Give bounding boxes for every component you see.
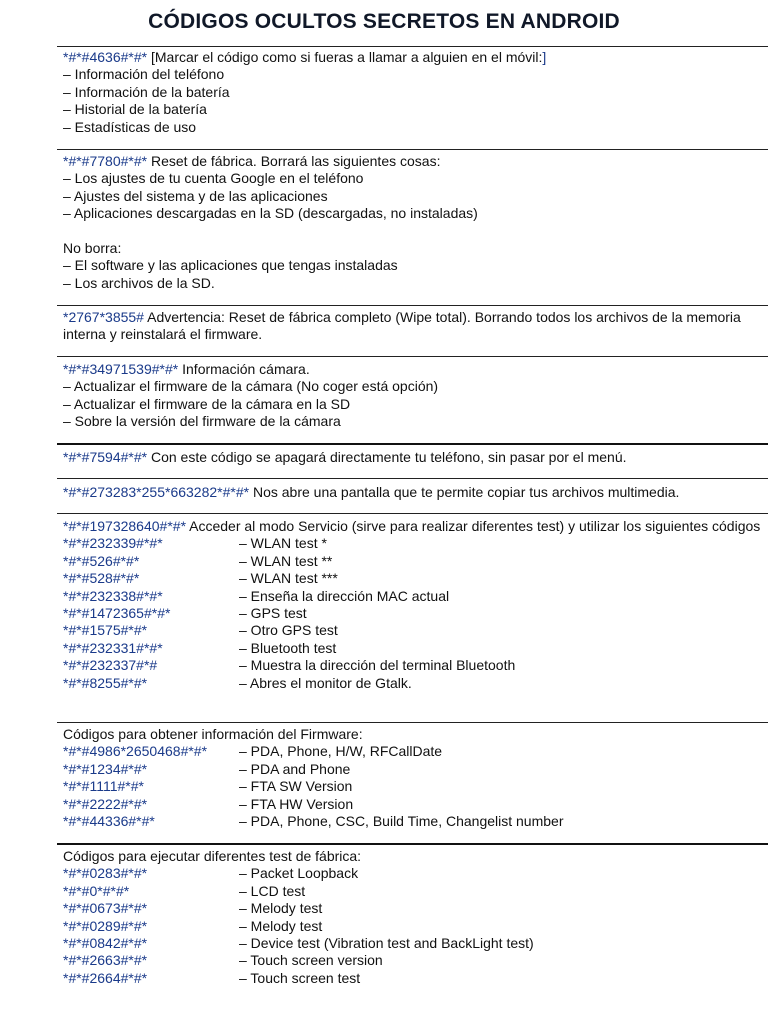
code-row bbox=[63, 535, 768, 552]
code: *#*#273283*255*663282*#*#* bbox=[63, 484, 250, 500]
code-description: – FTA HW Version bbox=[239, 795, 354, 812]
code: *#*#4636#*#* bbox=[63, 49, 148, 65]
code: *#*#1111#*#* bbox=[63, 778, 144, 795]
section-heading: Códigos para ejecutar diferentes test de fábrica: bbox=[63, 848, 362, 864]
divider bbox=[57, 356, 768, 357]
list-item: – Historial de la batería bbox=[63, 101, 207, 118]
subheading: No borra: bbox=[63, 240, 122, 257]
code-row bbox=[63, 813, 768, 830]
code: *#*#0289#*#* bbox=[63, 917, 148, 934]
section-camera bbox=[63, 361, 768, 431]
code-description: – LCD test bbox=[239, 882, 306, 899]
code-row bbox=[63, 952, 768, 969]
list-item: – Sobre la versión del firmware de la cámara bbox=[63, 413, 341, 430]
page-title: CÓDIGOS OCULTOS SECRETOS EN ANDROID bbox=[148, 10, 620, 33]
code: *#*#2664#*#* bbox=[63, 969, 148, 986]
code-row bbox=[63, 553, 768, 570]
code-row bbox=[63, 970, 768, 987]
code-description: – Enseña la dirección MAC actual bbox=[239, 587, 450, 604]
code: *#*#8255#*#* bbox=[63, 674, 148, 691]
code-description: – Packet Loopback bbox=[239, 865, 359, 882]
code: *#*#0283#*#* bbox=[63, 865, 148, 882]
code-row bbox=[63, 900, 768, 917]
section-media-copy bbox=[63, 484, 768, 501]
code-description: – GPS test bbox=[239, 605, 307, 622]
code: *#*#528#*#* bbox=[63, 570, 140, 587]
code-description: – Touch screen test bbox=[239, 969, 361, 986]
code-description: – PDA, Phone, H/W, RFCallDate bbox=[239, 743, 443, 760]
code: *#*#7780#*#* bbox=[63, 153, 148, 169]
section-factory-tests bbox=[63, 848, 768, 987]
section-heading: Códigos para obtener información del Firmware: bbox=[63, 726, 363, 742]
code-description: – WLAN test *** bbox=[239, 570, 338, 587]
code-row bbox=[63, 657, 768, 674]
section-factory-reset bbox=[63, 153, 768, 292]
code-row bbox=[63, 588, 768, 605]
bracket: ] bbox=[542, 49, 547, 65]
section-service-mode bbox=[63, 518, 768, 692]
description: Reset de fábrica. Borrará las siguientes cosas: bbox=[147, 153, 441, 169]
code-description: – PDA and Phone bbox=[239, 760, 351, 777]
code: *#*#232339#*#* bbox=[63, 535, 163, 552]
section-firmware bbox=[63, 726, 768, 830]
list-item: – Actualizar el firmware de la cámara (No coger está opción) bbox=[63, 378, 439, 395]
code-description: – Melody test bbox=[239, 917, 323, 934]
list-item: – Información de la batería bbox=[63, 83, 230, 100]
code-description: – Melody test bbox=[239, 900, 323, 917]
code: *#*#526#*#* bbox=[63, 552, 140, 569]
code: *#*#0842#*#* bbox=[63, 935, 148, 952]
code: *#*#0673#*#* bbox=[63, 900, 148, 917]
code: *#*#232331#*#* bbox=[63, 639, 163, 656]
code: *#*#232337#*# bbox=[63, 657, 158, 674]
code-row bbox=[63, 743, 768, 760]
list-item: – Aplicaciones descargadas en la SD (descargadas, no instaladas) bbox=[63, 205, 478, 222]
code-description: – WLAN test * bbox=[239, 535, 327, 552]
list-item: – Estadísticas de uso bbox=[63, 118, 197, 135]
code: *#*#1575#*#* bbox=[63, 622, 148, 639]
code-row bbox=[63, 622, 768, 639]
code-row bbox=[63, 640, 768, 657]
code-description: – Otro GPS test bbox=[239, 622, 338, 639]
code-row bbox=[63, 883, 768, 900]
section-diagnostics bbox=[63, 49, 768, 136]
code: *#*#197328640#*#* bbox=[63, 518, 187, 534]
list-item: – El software y las aplicaciones que tengas instaladas bbox=[63, 257, 398, 274]
list-item: – Información del teléfono bbox=[63, 66, 225, 83]
code: *2767*3855# bbox=[63, 309, 144, 325]
code-description: – Abres el monitor de Gtalk. bbox=[239, 674, 412, 691]
code-description: – FTA SW Version bbox=[239, 778, 353, 795]
code: *#*#1472365#*#* bbox=[63, 605, 171, 622]
code-row bbox=[63, 778, 768, 795]
description: Nos abre una pantalla que te permite copiar tus archivos multimedia. bbox=[249, 484, 680, 500]
description: Advertencia: Reset de fábrica completo (Wipe total). Borrando todos los archivos de la memoria interna y reinstalará el firmware. bbox=[63, 309, 741, 343]
code-row bbox=[63, 935, 768, 952]
divider bbox=[57, 305, 768, 306]
section-power-off bbox=[63, 449, 768, 466]
divider bbox=[57, 513, 768, 514]
code-row bbox=[63, 675, 768, 692]
code: *#*#7594#*#* bbox=[63, 449, 148, 465]
code-row bbox=[63, 865, 768, 882]
divider bbox=[57, 149, 768, 150]
code-description: – Muestra la dirección del terminal Bluetooth bbox=[239, 657, 516, 674]
divider bbox=[57, 443, 768, 445]
list-item: – Actualizar el firmware de la cámara en la SD bbox=[63, 395, 351, 412]
code: *#*#0*#*#* bbox=[63, 882, 130, 899]
code-description: – Device test (Vibration test and BackLight test) bbox=[239, 935, 534, 952]
divider bbox=[57, 843, 768, 845]
code-description: – WLAN test ** bbox=[239, 552, 333, 569]
list-item: – Ajustes del sistema y de las aplicaciones bbox=[63, 187, 328, 204]
code: *#*#2663#*#* bbox=[63, 952, 148, 969]
code-row bbox=[63, 605, 768, 622]
code: *#*#34971539#*#* bbox=[63, 361, 179, 377]
list-item: – Los ajustes de tu cuenta Google en el teléfono bbox=[63, 170, 364, 187]
description: Acceder al modo Servicio (sirve para realizar diferentes test) y utilizar los siguientes códigos bbox=[186, 518, 761, 534]
code-description: – PDA, Phone, CSC, Build Time, Changelist number bbox=[239, 813, 564, 830]
code: *#*#1234#*#* bbox=[63, 760, 148, 777]
code-description: – Bluetooth test bbox=[239, 639, 337, 656]
description: Con este código se apagará directamente tu teléfono, sin pasar por el menú. bbox=[147, 449, 627, 465]
code: *#*#232338#*#* bbox=[63, 587, 163, 604]
description: Información cámara. bbox=[178, 361, 310, 377]
code-row bbox=[63, 796, 768, 813]
description: [Marcar el código como si fueras a llamar a alguien en el móvil: bbox=[147, 49, 543, 65]
code-description: – Touch screen version bbox=[239, 952, 383, 969]
list-item: – Los archivos de la SD. bbox=[63, 274, 215, 291]
code-row bbox=[63, 918, 768, 935]
divider bbox=[57, 478, 768, 479]
code-row bbox=[63, 761, 768, 778]
code: *#*#44336#*#* bbox=[63, 813, 155, 830]
divider bbox=[57, 722, 768, 723]
section-wipe bbox=[63, 309, 768, 344]
divider bbox=[57, 46, 768, 47]
code: *#*#2222#*#* bbox=[63, 795, 148, 812]
code: *#*#4986*2650468#*#* bbox=[63, 743, 208, 760]
code-row bbox=[63, 570, 768, 587]
